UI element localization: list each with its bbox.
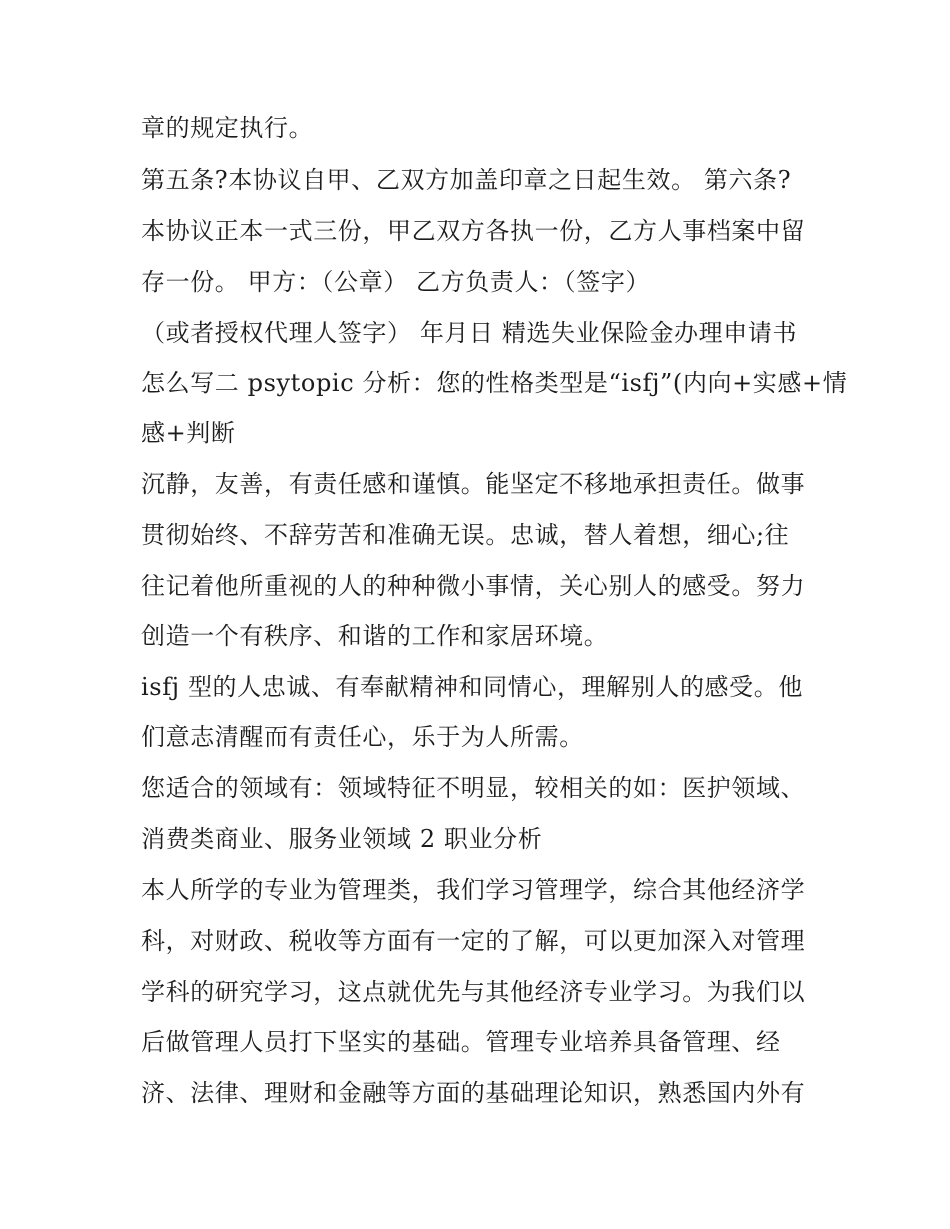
text-line: 您适合的领域有：领域特征不明显，较相关的如：医护领域、 (141, 774, 806, 802)
text-line: 科，对财政、税收等方面有一定的了解，可以更加深入对管理 (141, 927, 806, 955)
text-line: isfj 型的人忠诚、有奉献精神和同情心，理解别人的感受。他 (141, 673, 803, 701)
text-line: 章的规定执行。 (141, 114, 314, 142)
text-line: 贯彻始终、不辞劳苦和准确无误。忠诚，替人着想，细心;往 (141, 521, 790, 549)
text-line: 本人所学的专业为管理类，我们学习管理学，综合其他经济学 (141, 876, 806, 904)
text-line: 后做管理人员打下坚实的基础。管理专业培养具备管理、经 (141, 1028, 781, 1056)
text-line: 怎么写二 psytopic 分析：您的性格类型是“isfj”(内向+实感+情 (141, 369, 848, 397)
text-line: 济、法律、理财和金融等方面的基础理论知识，熟悉国内外有 (141, 1079, 806, 1107)
text-line: （或者授权代理人签字） 年月日 精选失业保险金办理申请书 (141, 319, 798, 347)
text-line: 消费类商业、服务业领域 2 职业分析 (141, 825, 543, 853)
text-line: 学科的研究学习，这点就优先与其他经济专业学习。为我们以 (141, 978, 806, 1006)
text-line: 往记着他所重视的人的种种微小事情，关心别人的感受。努力 (141, 572, 806, 600)
text-line: 第五条?本协议自甲、乙双方加盖印章之日起生效。 第六条? (141, 166, 792, 194)
text-line: 创造一个有秩序、和谐的工作和家居环境。 (141, 622, 609, 650)
text-line: 沉静，友善，有责任感和谨慎。能坚定不移地承担责任。做事 (141, 470, 806, 498)
text-line: 们意志清醒而有责任心，乐于为人所需。 (141, 723, 584, 751)
text-line: 本协议正本一式三份，甲乙双方各执一份，乙方人事档案中留 (141, 217, 806, 245)
text-line: 感+判断 (141, 419, 236, 447)
text-line: 存一份。 甲方：（公章） 乙方负责人：（签字） (141, 268, 651, 296)
